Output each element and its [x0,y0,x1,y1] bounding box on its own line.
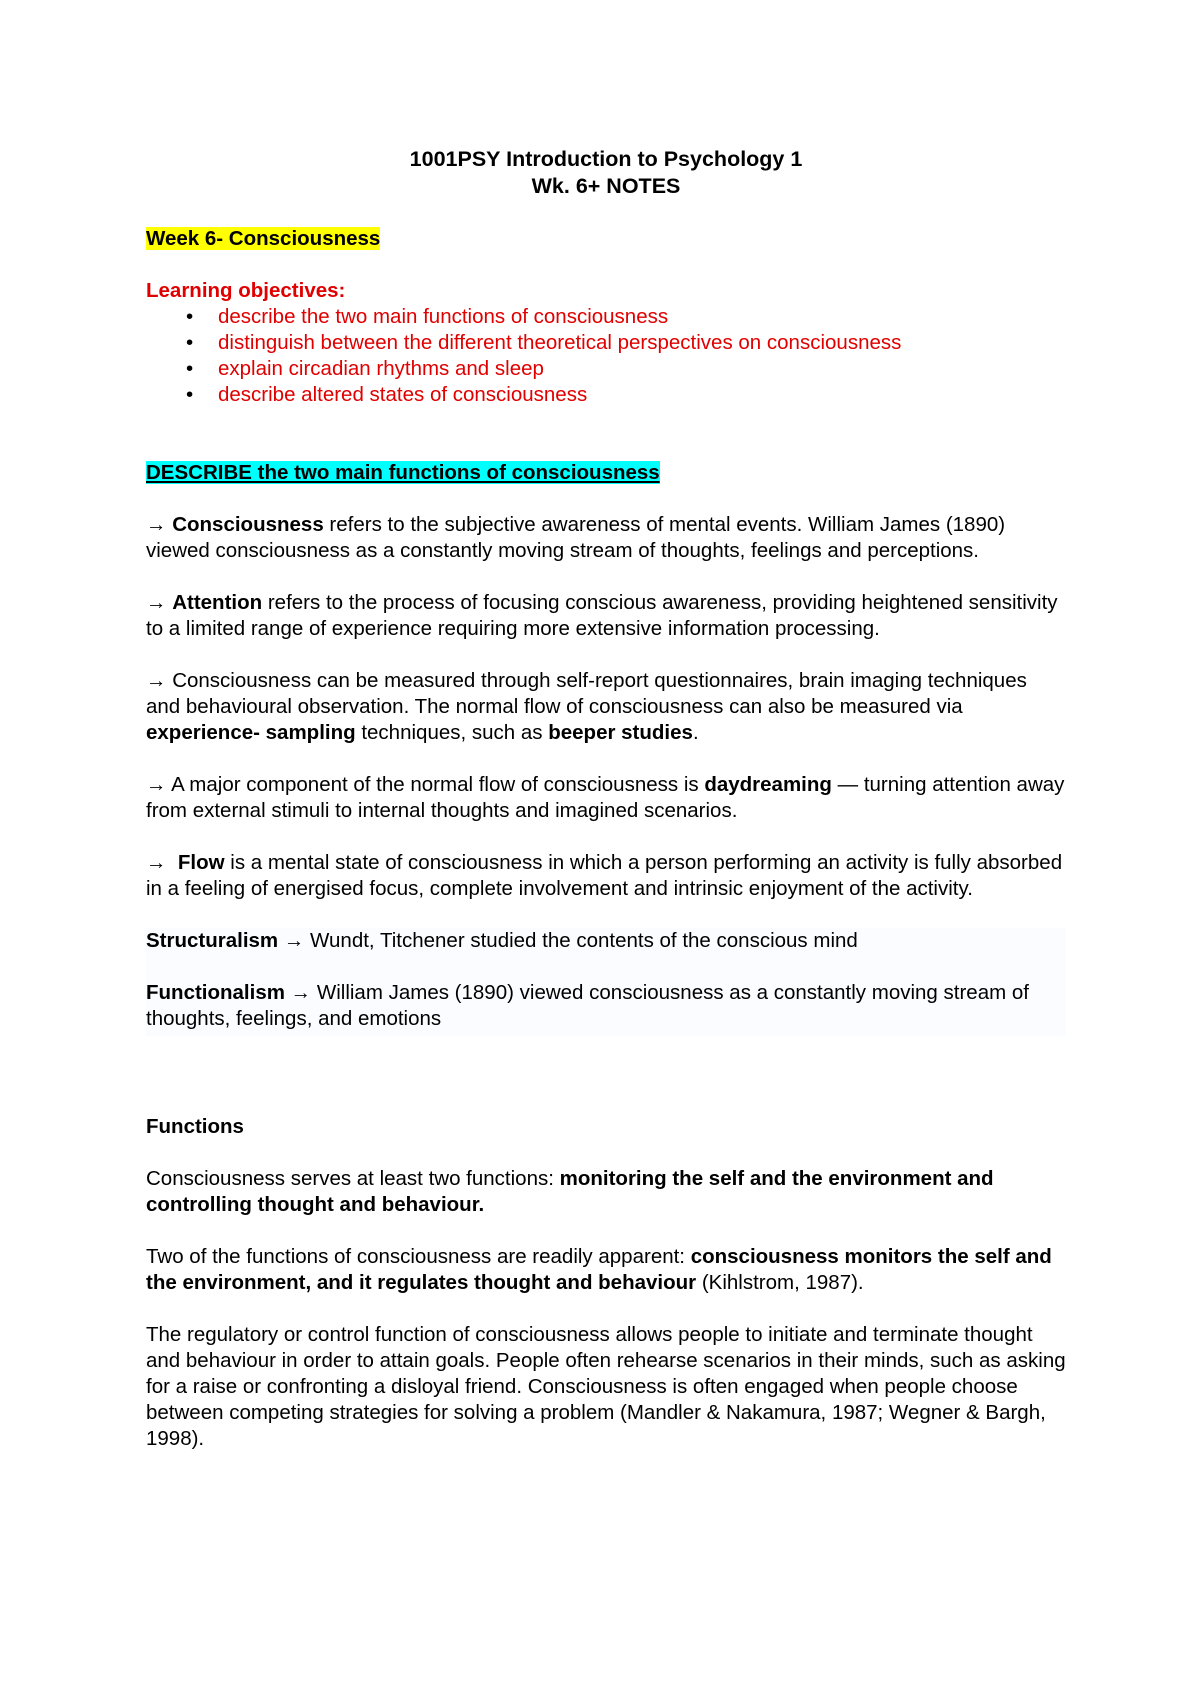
objective-text: describe the two main functions of consciousness [218,305,669,328]
functions-heading: Functions [146,1115,244,1138]
paragraph-text: A major component of the normal flow of consciousness is [166,773,705,796]
functionalism-paragraph [146,980,1066,1032]
arrow-icon: → [146,591,167,614]
describe-section-heading: DESCRIBE the two main functions of consciousness [146,461,660,484]
paragraph-text: William James (1890) viewed consciousness as a constantly moving stream of thoughts, feelings, and emotions [146,981,1029,1030]
describe-section-heading-line [146,460,1066,486]
bullet-icon: • [186,383,194,406]
notes-title: Wk. 6+ NOTES [531,174,681,198]
term-attention: Attention [172,591,263,614]
bold-text: consciousness monitors the self and the environment, and it regulates thought and behaviour [146,1245,1052,1294]
attention-paragraph [146,590,1066,642]
functions-paragraph-3: The regulatory or control function of consciousness allows people to initiate and terminate thought and behaviour in order to attain goals. People often rehearse scenarios in their minds, such as asking for a raise or confronting a disloyal friend. Consciousness is often engaged when people choose between competing strategies for solving a problem (Mandler & Nakamura, 1987; Wegner & Bargh, 1998). [146,1323,1066,1450]
consciousness-paragraph [146,512,1066,564]
learning-objectives-list [146,304,1066,408]
objective-text: explain circadian rhythms and sleep [218,357,544,380]
paragraph-text: Consciousness serves at least two functions: [146,1167,560,1190]
paragraph-text: — turning attention away from external stimuli to internal thoughts and imagined scenarios. [146,773,1065,822]
course-title: 1001PSY Introduction to Psychology 1 [409,147,803,171]
objective-text: describe altered states of consciousness [218,383,588,406]
week-heading-line [146,226,1066,252]
term-consciousness: Consciousness [172,513,324,536]
functions-paragraph-1 [146,1166,1066,1218]
term-structuralism: Structuralism [146,929,279,952]
document-content [146,146,1066,1452]
paragraph-text: Wundt, Titchener studied the contents of the conscious mind [304,929,858,952]
theories-box [146,928,1066,1036]
daydreaming-paragraph [146,772,1066,824]
paragraph-text: refers to the subjective awareness of mental events. William James (1890) viewed consciousness as a constantly moving stream of thoughts, feelings and perceptions. [146,513,1006,562]
term-functionalism: Functionalism [146,981,285,1004]
arrow-icon: → [146,669,167,692]
bullet-icon: • [186,305,194,328]
paragraph-text: (Kihlstrom, 1987). [696,1271,864,1294]
flow-paragraph [146,850,1066,902]
arrow-icon: → [283,929,305,952]
objective-item [186,304,1066,330]
term-beeper-studies: beeper studies [548,721,693,744]
paragraph-text: Consciousness can be measured through self-report questionnaires, brain imaging techniques and behavioural observation. The normal flow of consciousness can also be measured via [146,669,1027,718]
paragraph-text: techniques, such as [355,721,549,744]
objective-item [186,356,1066,382]
bullet-icon: • [186,357,194,380]
term-experience-sampling: experience- sampling [146,721,356,744]
term-flow: Flow [177,851,225,874]
objective-item [186,382,1066,408]
week-heading: Week 6- Consciousness [146,227,381,250]
bullet-icon: • [186,331,194,354]
measurement-paragraph [146,668,1066,746]
functions-paragraph-2 [146,1244,1066,1296]
arrow-icon: → [290,981,312,1004]
arrow-icon: → [146,851,167,874]
arrow-icon: → [146,513,167,536]
learning-objectives-heading: Learning objectives: [146,279,346,302]
paragraph-text: refers to the process of focusing conscious awareness, providing heightened sensitivity to a limited range of experience requiring more extensive information processing. [146,591,1058,640]
objective-text: distinguish between the different theoretical perspectives on consciousness [218,331,902,354]
paragraph-text: Two of the functions of consciousness are readily apparent: [146,1245,691,1268]
term-daydreaming: daydreaming [704,773,832,796]
objective-item [186,330,1066,356]
bold-text: monitoring the self and the environment and controlling thought and behaviour. [146,1167,994,1216]
paragraph-text: . [692,721,699,744]
structuralism-paragraph [146,928,1066,954]
arrow-icon: → [146,773,167,796]
paragraph-text: is a mental state of consciousness in which a person performing an activity is fully absorbed in a feeling of energised focus, complete involvement and intrinsic enjoyment of the activity. [146,851,1063,900]
